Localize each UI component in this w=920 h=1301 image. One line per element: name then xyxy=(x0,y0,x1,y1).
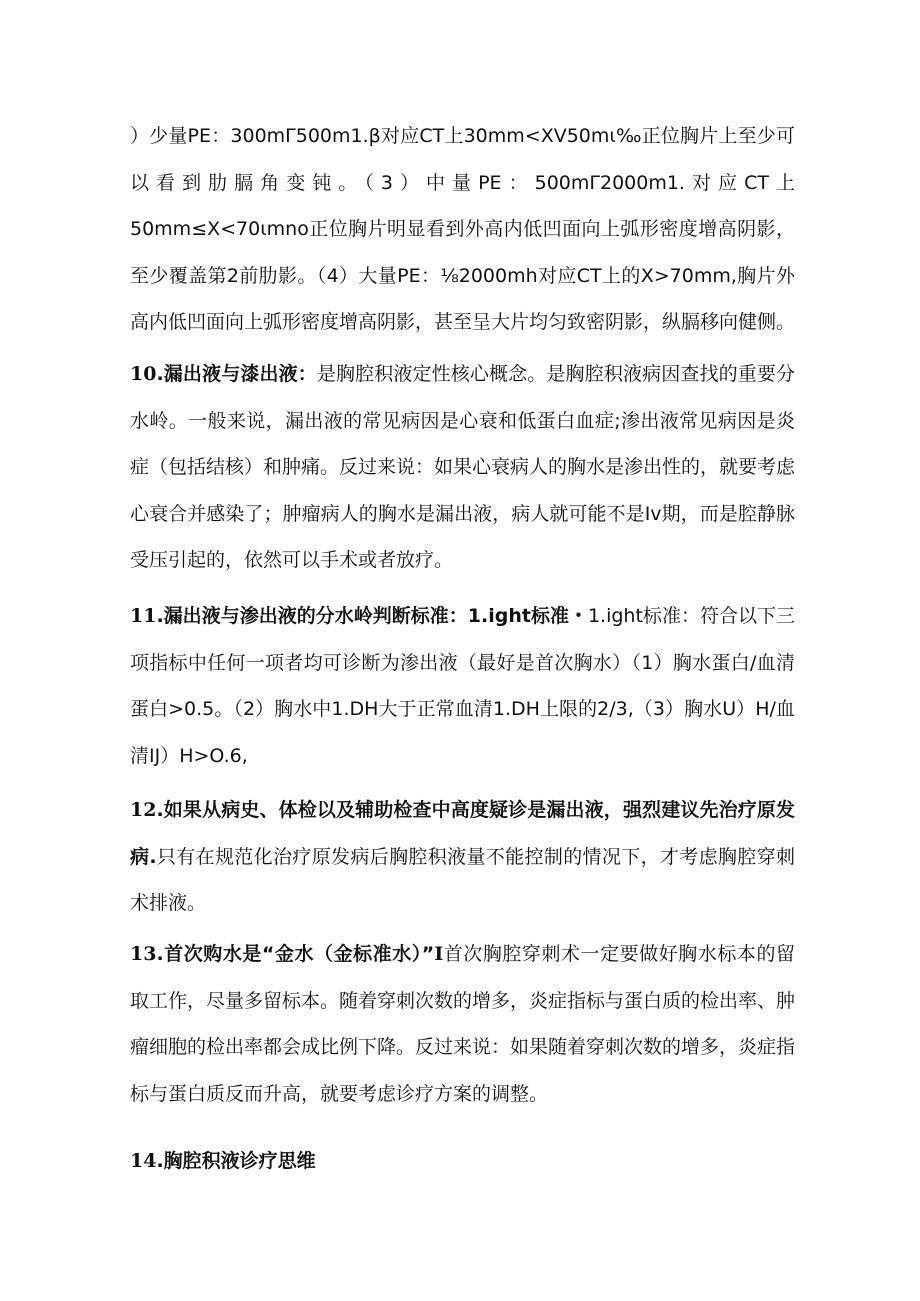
item-mark: I xyxy=(434,943,444,965)
paragraph-body: 是胸腔积液定性核心概念。是胸腔积液病因查找的重要分水岭。一般来说，漏出液的常见病因是心衰和低蛋白血症;渗出液常见病因是炎症（包括结核）和肿痛。反过来说：如果心衰病人的胸水是渗出性的，就要考虑心衰合并感染了；肿瘤病人的胸水是漏出液，病人就可能不是Iv期，而是腔静脉受压引起的，依然可以手术或者放疗。 xyxy=(130,363,796,571)
paragraph-body: ）少量PE：300mΓ500m1.β对应CT上30mm<XV50mι‰正位胸片上至少可以看到肋膈角变钝。（3）中量PE：500mΓ2000m1.对应CT上50mm≤X<70ιmno正位胸片明显看到外高内低凹面向上弧形密度增高阴影，至少覆盖第2前肋影。（4）大量PE：⅛2000mh对应CT上的X>70mm,胸片外高内低凹面向上弧形密度增高阴影，甚至呈大片均匀致密阴影，纵膈移向健侧。 xyxy=(130,125,796,333)
paragraph-body: 1.ight标准：符合以下三项指标中任何一项者均可诊断为渗出液（最好是首次胸水）（1）胸水蛋白/血清蛋白>0.5。（2）胸水中1.DH大于正常血清1.DH上限的2/3,（3）胸水U）H/血清IJ）H>O.6, xyxy=(130,605,795,767)
item-number: 14 xyxy=(130,1150,157,1172)
item-number: 11 xyxy=(130,605,157,627)
paragraph-11 xyxy=(130,593,795,779)
item-number: 10 xyxy=(130,363,157,385)
paragraph-pleural-effusion-grading xyxy=(130,113,795,346)
item-heading: .漏出液与漆出液： xyxy=(156,363,317,385)
paragraph-10 xyxy=(130,351,795,584)
item-heading: .漏出液与渗出液的分水岭判断标准：1.ight标准・ xyxy=(156,605,588,627)
paragraph-13 xyxy=(130,931,795,1117)
item-number: 13 xyxy=(130,943,157,965)
item-heading: .胸腔积液诊疗思维 xyxy=(156,1150,316,1172)
item-heading: .如果从病史、体检以及辅助检查中高度疑诊是漏出液，强烈建议先治疗原发病. xyxy=(130,799,795,868)
item-number: 12 xyxy=(130,799,157,821)
paragraph-12 xyxy=(130,787,795,927)
item-heading: .首次购水是“金水（金标准水）” xyxy=(156,943,435,965)
paragraph-body: 首次胸腔穿刺术一定要做好胸水标本的留取工作，尽量多留标本。随着穿刺次数的增多，炎症指标与蛋白质的检出率、肿瘤细胞的检出率都会成比例下降。反过来说：如果随着穿刺次数的增多，炎症指标与蛋白质反而升高，就要考虑诊疗方案的调整。 xyxy=(130,943,796,1105)
paragraph-body: 只有在规范化治疗原发病后胸腔积液量不能控制的情况下，才考虑胸腔穿刺术排液。 xyxy=(130,845,795,914)
paragraph-14-heading xyxy=(130,1138,795,1185)
